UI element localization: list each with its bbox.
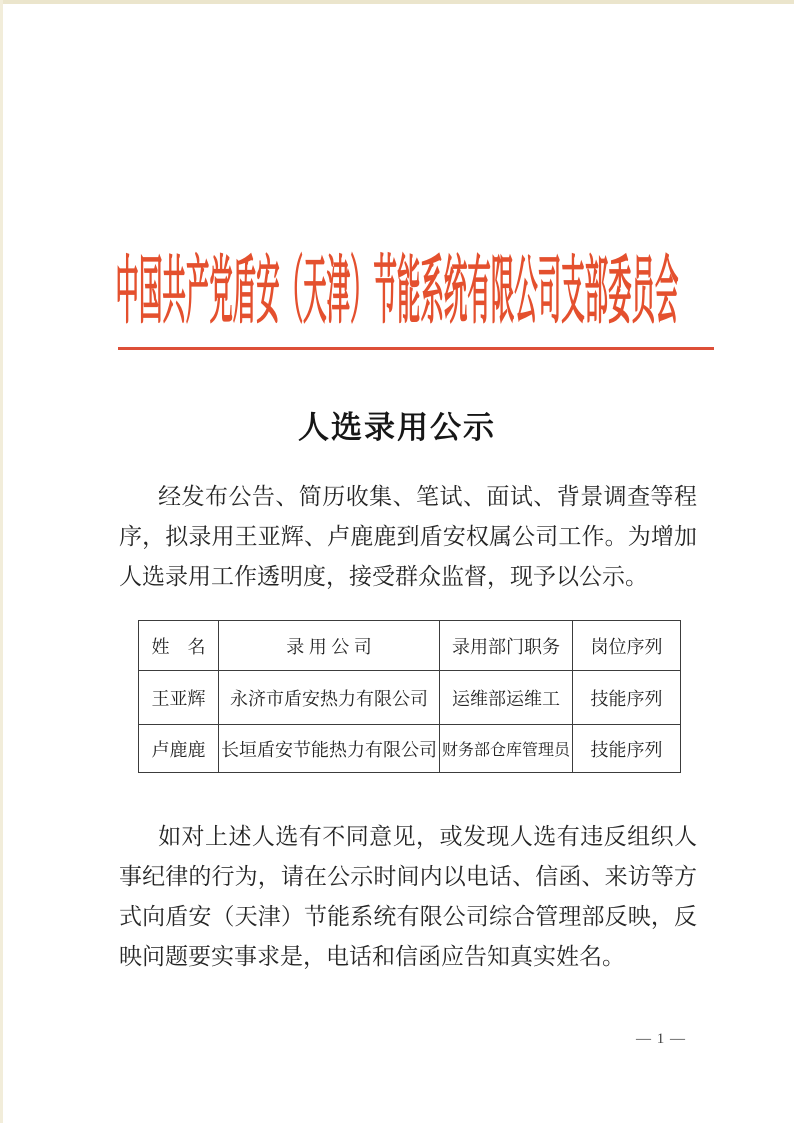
org-header-title: 中国共产党盾安（天津）节能系统有限公司支部委员会	[115, 252, 679, 334]
col-header-name: 姓 名	[139, 621, 219, 671]
col-header-sequence: 岗位序列	[573, 621, 681, 671]
intro-paragraph: 经发布公告、简历收集、笔试、面试、背景调查等程序，拟录用王亚辉、卢鹿鹿到盾安权属公司工作。为增加人选录用工作透明度，接受群众监督，现予以公示。	[119, 484, 697, 589]
recruitment-table	[138, 620, 681, 773]
scan-edge-top	[0, 0, 794, 4]
table-row	[139, 725, 681, 773]
scan-edge-left	[0, 0, 3, 1123]
page-number: — 1 —	[636, 1031, 686, 1047]
cell-company: 永济市盾安热力有限公司	[219, 671, 440, 725]
cell-name: 卢鹿鹿	[139, 725, 219, 773]
cell-position: 运维部运维工	[440, 671, 573, 725]
feedback-paragraph: 如对上述人选有不同意见，或发现人选有违反组织人事纪律的行为，请在公示时间内以电话、信函、来访等方式向盾安（天津）节能系统有限公司综合管理部反映，反映问题要实事求是，电话和信函应告知真实姓名。	[119, 824, 697, 969]
table-header-row	[139, 621, 681, 671]
cell-sequence: 技能序列	[573, 725, 681, 773]
col-header-company: 录 用 公 司	[219, 621, 440, 671]
org-header	[0, 231, 794, 334]
doc-title: 人选录用公示	[298, 410, 496, 445]
cell-name: 王亚辉	[139, 671, 219, 725]
table-row	[139, 671, 681, 725]
col-header-position: 录用部门职务	[440, 621, 573, 671]
red-divider-line	[118, 347, 714, 350]
cell-sequence: 技能序列	[573, 671, 681, 725]
cell-position: 财务部仓库管理员	[440, 725, 573, 773]
cell-company: 长垣盾安节能热力有限公司	[219, 725, 440, 773]
